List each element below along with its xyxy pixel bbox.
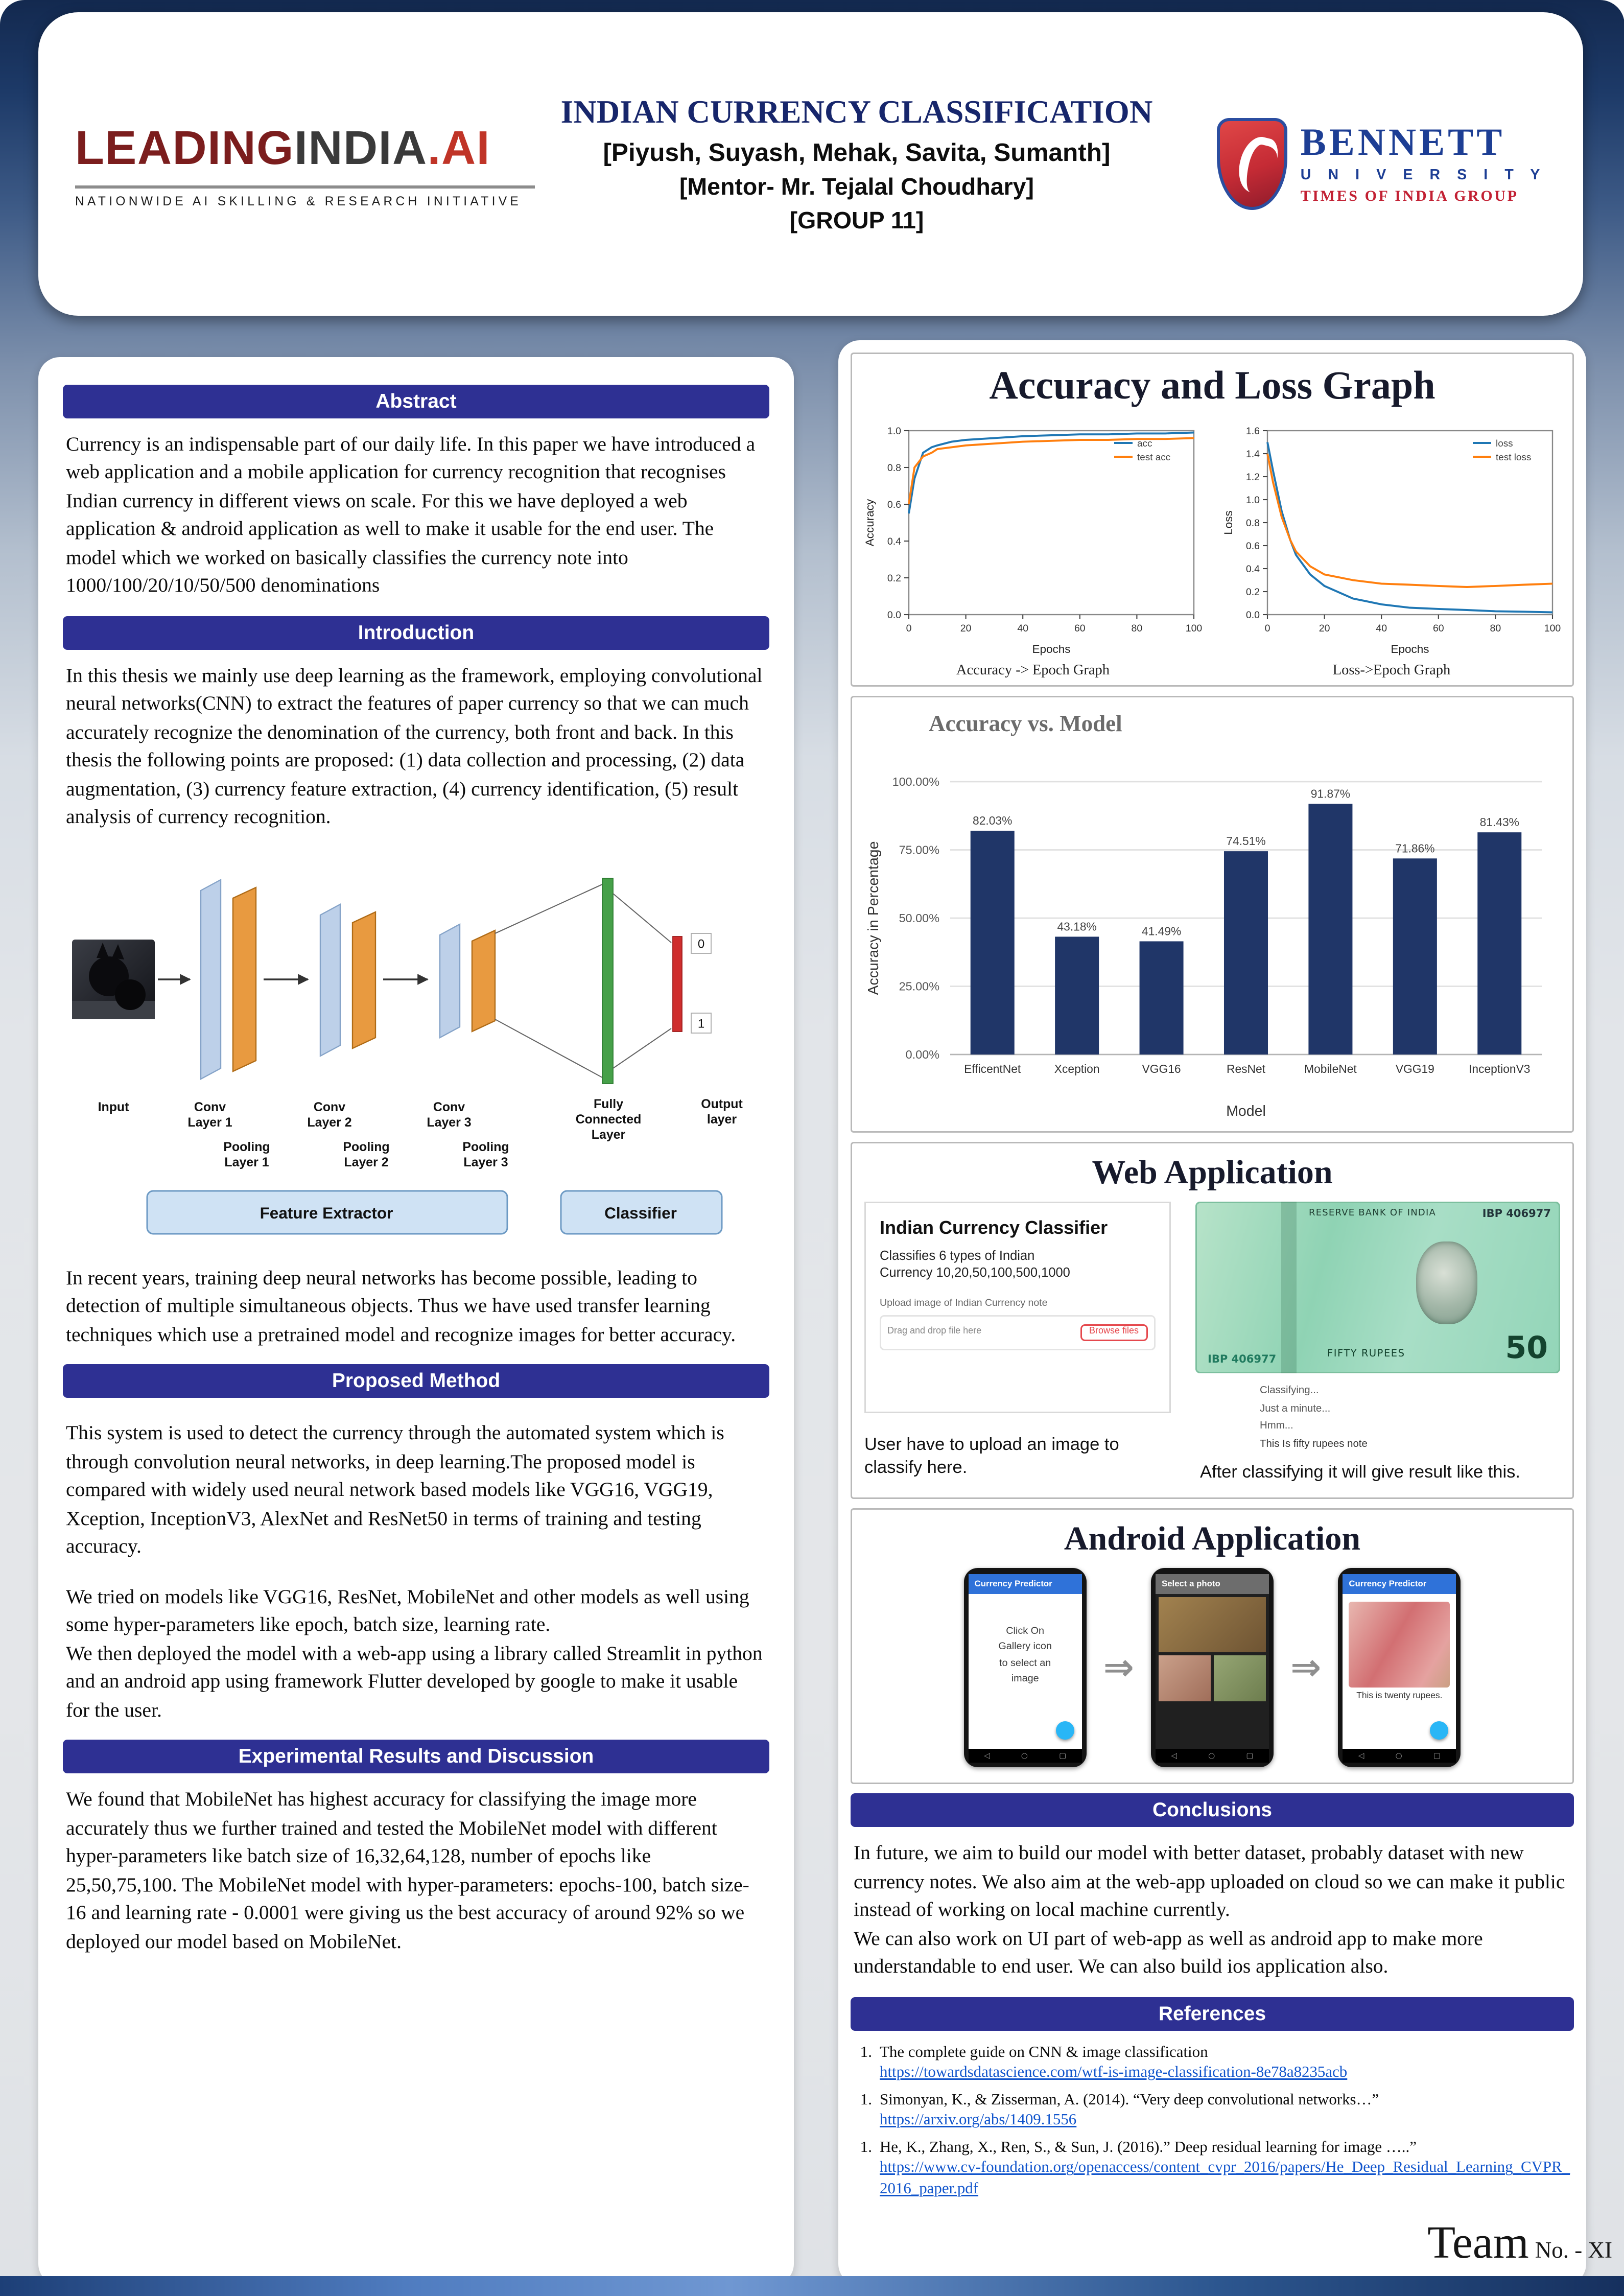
class0-label: 0 xyxy=(697,936,705,951)
svg-text:1.0: 1.0 xyxy=(1245,494,1260,506)
note-security-band xyxy=(1281,1202,1297,1373)
team-roman-number: No. - XI xyxy=(1535,2239,1612,2264)
fc-label-l2: Connected xyxy=(575,1112,642,1127)
class1-label: 1 xyxy=(697,1016,705,1030)
svg-text:0.8: 0.8 xyxy=(1245,517,1260,529)
svg-text:1.2: 1.2 xyxy=(1245,471,1260,483)
app-bar: Currency Predictor xyxy=(969,1574,1082,1594)
svg-text:0.6: 0.6 xyxy=(1245,540,1260,552)
reference-body xyxy=(880,2138,1571,2200)
proposed-para3: We then deployed the model with a web-app using a library called Streamlit in python and an android app using framework Flutter developed by google to make it usable for the user. xyxy=(66,1641,763,1721)
left-column xyxy=(38,357,794,2285)
step-arrow-icon: ⇒ xyxy=(1103,1646,1134,1690)
input-label: Input xyxy=(98,1099,129,1114)
reference-link[interactable]: https://www.cv-foundation.org/openaccess/content_cvpr_2016/papers/He_Deep_Residual_Learning_CVPR_2016_paper.pdf xyxy=(880,2160,1570,2198)
note-denomination-words: FIFTY RUPEES xyxy=(1327,1347,1405,1360)
mentor-line: [Mentor- Mr. Tejalal Choudhary] xyxy=(679,174,1034,200)
pooling-layer2-shape xyxy=(352,911,375,1048)
svg-text:100.00%: 100.00% xyxy=(892,775,939,788)
svg-text:100: 100 xyxy=(1185,623,1203,634)
svg-text:0.4: 0.4 xyxy=(1245,563,1260,575)
logo-leading-text: LEADING xyxy=(75,120,294,174)
reference-item xyxy=(854,2090,1571,2131)
introduction-body: In this thesis we mainly use deep learning as the framework, employing convolutional neural networks(CNN) to extract the features of paper currency so that we can much accurately recognize the denomination of the currency, both front and back. In this thesis the following points are proposed: (1) data collection and processing, (2) data augmentation, (3) currency feature extraction, (4) currency identification, (5) result analysis of currency recognition. xyxy=(66,663,763,828)
selected-currency-image xyxy=(1349,1602,1450,1688)
svg-text:80: 80 xyxy=(1131,623,1143,634)
output-label-l2: layer xyxy=(707,1112,737,1127)
proposed-para1: This system is used to detect the currency through the automated system which is through convolution neural networks, in deep learning.The proposed model is compared with widely used neural network based models like VGG16, VGG19, Xception, InceptionV3, AlexNet and ResNet50 in terms of training and testing accuracy. xyxy=(66,1421,724,1558)
svg-text:60: 60 xyxy=(1432,623,1444,634)
svg-text:Epochs: Epochs xyxy=(1032,643,1071,655)
phone1-screen xyxy=(969,1594,1082,1749)
gandhi-portrait xyxy=(1416,1241,1477,1324)
result-line: Hmm... xyxy=(1260,1421,1293,1432)
loss-epoch-chart xyxy=(1218,415,1565,661)
phones-row xyxy=(858,1568,1566,1776)
svg-text:81.43%: 81.43% xyxy=(1479,815,1519,829)
svg-text:0.0: 0.0 xyxy=(1245,609,1260,621)
prediction-result-text: This is twenty rupees. xyxy=(1356,1692,1443,1702)
svg-text:71.86%: 71.86% xyxy=(1395,841,1435,855)
svg-text:Model: Model xyxy=(1226,1103,1266,1119)
pooling-layer1-shape xyxy=(233,887,256,1071)
feature-extractor-label: Feature Extractor xyxy=(260,1203,393,1222)
reference-text: The complete guide on CNN & image classification xyxy=(880,2044,1208,2061)
conv3-label-l2: Layer 3 xyxy=(427,1115,472,1130)
hint-line: to select an xyxy=(999,1657,1051,1669)
reference-link[interactable]: https://arxiv.org/abs/1409.1556 xyxy=(880,2112,1077,2129)
svg-text:74.51%: 74.51% xyxy=(1226,834,1266,848)
header xyxy=(38,12,1583,316)
conv2-label-l1: Conv xyxy=(313,1099,346,1114)
accuracy-epoch-chart xyxy=(860,415,1206,661)
cat-body2 xyxy=(115,979,146,1010)
gallery-photo xyxy=(1214,1655,1266,1701)
bennett-logo xyxy=(1179,118,1546,210)
svg-text:43.18%: 43.18% xyxy=(1057,920,1097,933)
svg-text:EfficentNet: EfficentNet xyxy=(964,1062,1021,1075)
conv-layer1-shape xyxy=(201,879,221,1079)
references-list xyxy=(854,2043,1571,2200)
svg-text:InceptionV3: InceptionV3 xyxy=(1469,1062,1531,1075)
pooling-layer3-shape xyxy=(472,930,495,1031)
svg-text:0.6: 0.6 xyxy=(887,499,901,510)
recents-icon: ▢ xyxy=(1246,1751,1254,1761)
svg-text:0: 0 xyxy=(906,623,912,634)
browse-files-button: Browse files xyxy=(1080,1324,1148,1341)
svg-text:MobileNet: MobileNet xyxy=(1304,1062,1357,1075)
logo-india-text: INDIA xyxy=(294,120,428,174)
svg-text:test loss: test loss xyxy=(1496,452,1532,463)
svg-text:Accuracy in Percentage: Accuracy in Percentage xyxy=(865,841,882,995)
gallery-photo xyxy=(1159,1597,1266,1652)
result-line-final: This Is fifty rupees note xyxy=(1260,1438,1368,1449)
web-application-panel xyxy=(851,1142,1574,1499)
svg-text:Loss: Loss xyxy=(1222,510,1235,535)
svg-text:ResNet: ResNet xyxy=(1226,1062,1266,1075)
bennett-shield-icon xyxy=(1216,118,1287,210)
android-application-panel xyxy=(851,1508,1574,1784)
web-application-title: Web Application xyxy=(1092,1153,1333,1191)
svg-text:Accuracy: Accuracy xyxy=(863,499,876,547)
output-label-l1: Output xyxy=(701,1096,743,1111)
web-screenshot xyxy=(864,1202,1171,1413)
upload-dropzone xyxy=(880,1315,1156,1350)
svg-text:75.00%: 75.00% xyxy=(899,843,939,857)
team-number xyxy=(1427,2218,1612,2270)
svg-text:0.8: 0.8 xyxy=(887,462,901,474)
reference-number: 1. xyxy=(860,2092,872,2109)
reference-item xyxy=(854,2043,1571,2084)
hint-line: Click On xyxy=(1006,1626,1045,1637)
accuracy-loss-title: Accuracy and Loss Graph xyxy=(989,363,1435,408)
android-nav-bar xyxy=(1156,1749,1269,1763)
web-caption-left: User have to upload an image to classify here. xyxy=(864,1436,1119,1478)
svg-text:Xception: Xception xyxy=(1054,1062,1100,1075)
classifier-label: Classifier xyxy=(604,1203,677,1222)
svg-text:100: 100 xyxy=(1544,623,1561,634)
web-classifier-subtitle: Classifies 6 types of Indian Currency 10,20,50,100,500,1000 xyxy=(880,1248,1070,1281)
conclusions-para2: We can also work on UI part of web-app as well as android app to make more understandable to end user. We can also build ios application also. xyxy=(854,1926,1483,1978)
reference-number: 1. xyxy=(860,2044,872,2061)
hint-line: image xyxy=(1011,1673,1039,1684)
note-serial-bottom: IBP 406977 xyxy=(1208,1353,1277,1366)
svg-text:1.4: 1.4 xyxy=(1245,448,1260,460)
bennett-name: BENNETT xyxy=(1300,123,1505,164)
cnn-architecture-diagram xyxy=(63,847,769,1258)
svg-text:91.87%: 91.87% xyxy=(1310,787,1351,801)
conclusions-heading: Conclusions xyxy=(851,1793,1574,1827)
reference-link[interactable]: https://towardsdatascience.com/wtf-is-image-classification-8e78a8235acb xyxy=(880,2065,1348,2082)
accuracy-loss-panel xyxy=(851,353,1574,687)
phone1-hint-text xyxy=(969,1625,1082,1688)
fc-label-l1: Fully xyxy=(593,1096,624,1111)
gallery-bar: Select a photo xyxy=(1156,1574,1269,1594)
reference-body xyxy=(880,2090,1571,2131)
bennett-tagline: TIMES OF INDIA GROUP xyxy=(1300,189,1519,205)
model-accuracy-bar-chart xyxy=(858,742,1563,1125)
svg-text:80: 80 xyxy=(1490,623,1501,634)
result-line: Classifying... xyxy=(1260,1386,1319,1396)
android-application-title: Android Application xyxy=(1064,1519,1361,1558)
group-line: [GROUP 11] xyxy=(789,207,924,234)
reference-text: He, K., Zhang, X., Ren, S., & Sun, J. (2016).” Deep residual learning for image …..” xyxy=(880,2139,1417,2157)
pool2-label-l1: Pooling xyxy=(343,1139,390,1154)
bar-chart-title: Accuracy vs. Model xyxy=(929,713,1122,737)
web-application-content xyxy=(858,1202,1566,1491)
conv2-label-l2: Layer 2 xyxy=(307,1115,352,1130)
cnn-diagram-svg xyxy=(63,847,769,1258)
fc-label-l3: Layer xyxy=(591,1127,626,1142)
loss-chart-caption: Loss->Epoch Graph xyxy=(1332,664,1451,679)
pool1-label-l2: Layer 1 xyxy=(224,1155,269,1169)
gallery-fab-button xyxy=(1430,1721,1448,1740)
web-result-col xyxy=(1195,1202,1560,1485)
header-titles xyxy=(535,93,1179,236)
note-serial-top: IBP 406977 xyxy=(1482,1208,1551,1220)
conv-layer3-shape xyxy=(440,924,460,1037)
android-nav-bar xyxy=(969,1749,1082,1763)
svg-text:40: 40 xyxy=(1376,623,1387,634)
svg-text:VGG19: VGG19 xyxy=(1395,1062,1434,1075)
conv-layer2-shape xyxy=(320,904,340,1056)
references-heading: References xyxy=(851,1997,1574,2030)
svg-text:acc: acc xyxy=(1137,438,1152,449)
fully-connected-layer-shape xyxy=(602,878,613,1083)
line-charts-row xyxy=(858,415,1566,679)
team-label: Team xyxy=(1427,2218,1529,2268)
svg-text:loss: loss xyxy=(1496,438,1513,449)
phone3-screen xyxy=(1343,1594,1456,1749)
home-icon: ○ xyxy=(1208,1751,1215,1761)
proposed-para2: We tried on models like VGG16, ResNet, MobileNet and other models as well using some hyper-parameters like epoch, batch size, learning rate. xyxy=(66,1584,749,1636)
svg-text:40: 40 xyxy=(1017,623,1029,634)
phone-screenshot-1 xyxy=(964,1568,1087,1767)
currency-note-image xyxy=(1195,1202,1560,1373)
android-nav-bar xyxy=(1343,1749,1456,1763)
back-icon: ◁ xyxy=(1358,1751,1364,1761)
gallery-fab-button xyxy=(1056,1721,1074,1740)
conv3-label-l1: Conv xyxy=(433,1099,465,1114)
results-heading: Experimental Results and Discussion xyxy=(63,1740,769,1773)
bennett-university-label: U N I V E R S I T Y xyxy=(1300,167,1546,184)
logo-ai-text: .AI xyxy=(427,120,491,174)
home-icon: ○ xyxy=(1395,1751,1402,1761)
svg-text:20: 20 xyxy=(1319,623,1330,634)
pool1-label-l1: Pooling xyxy=(223,1139,270,1154)
svg-text:1.0: 1.0 xyxy=(887,425,901,437)
pool3-label-l2: Layer 3 xyxy=(463,1155,508,1169)
phone2-gallery xyxy=(1156,1594,1269,1749)
bennett-text xyxy=(1301,123,1546,205)
reference-text: Simonyan, K., & Zisserman, A. (2014). “Very deep convolutional networks…” xyxy=(880,2092,1379,2109)
transfer-learning-note: In recent years, training deep neural networks has become possible, leading to detection of multiple simultaneous objects. Thus we have used transfer learning techniques which use a pretrained model and recognize images for better accuracy. xyxy=(66,1266,736,1346)
hint-line: Gallery icon xyxy=(998,1642,1052,1653)
upload-label: Upload image of Indian Currency note xyxy=(880,1298,1048,1309)
svg-text:VGG16: VGG16 xyxy=(1142,1062,1181,1075)
web-classifier-title: Indian Currency Classifier xyxy=(880,1217,1108,1238)
svg-text:20: 20 xyxy=(960,623,972,634)
svg-text:0.2: 0.2 xyxy=(887,572,901,584)
svg-text:41.49%: 41.49% xyxy=(1141,924,1182,938)
bottom-blue-strip xyxy=(0,2276,1624,2296)
svg-text:25.00%: 25.00% xyxy=(899,979,939,993)
web-screenshot-col xyxy=(864,1202,1177,1485)
svg-text:82.03%: 82.03% xyxy=(973,813,1013,827)
leadingindia-logo xyxy=(75,121,535,208)
reference-number: 1. xyxy=(860,2139,872,2157)
gallery-photo xyxy=(1159,1655,1211,1701)
back-icon: ◁ xyxy=(1171,1751,1178,1761)
authors-line: [Piyush, Suyash, Mehak, Savita, Sumanth] xyxy=(603,138,1111,167)
conv1-label-l2: Layer 1 xyxy=(187,1115,232,1130)
svg-text:test acc: test acc xyxy=(1137,452,1171,463)
proposed-method-heading: Proposed Method xyxy=(63,1365,769,1398)
loss-chart-col xyxy=(1218,415,1565,679)
model-accuracy-panel xyxy=(851,696,1574,1133)
results-body: We found that MobileNet has highest accuracy for classifying the image more accurately thus we further trained and tested the MobileNet model with different hyper-parameters like batch size of 16,32,64,128, number of epochs like 25,50,75,100. The MobileNet model with hyper-parameters: epochs-100, batch size- 16 and learning rate - 0.0001 were giving us the best accuracy of around 92% so we deployed our model based on MobileNet. xyxy=(66,1787,749,1952)
right-column xyxy=(838,340,1586,2285)
accuracy-chart-col xyxy=(860,415,1206,679)
svg-text:0.4: 0.4 xyxy=(887,535,901,547)
recents-icon: ▢ xyxy=(1433,1751,1441,1761)
output-layer-shape xyxy=(673,936,682,1031)
reference-body xyxy=(880,2043,1571,2084)
step-arrow-icon: ⇒ xyxy=(1290,1646,1322,1690)
svg-text:50.00%: 50.00% xyxy=(899,911,939,925)
recents-icon: ▢ xyxy=(1058,1751,1067,1761)
note-bank-text: RESERVE BANK OF INDIA xyxy=(1309,1208,1436,1219)
note-denomination: 50 xyxy=(1505,1329,1548,1366)
svg-text:1.6: 1.6 xyxy=(1245,425,1260,437)
abstract-body: Currency is an indispensable part of our daily life. In this paper we have introduced a web application and a mobile application for currency recognition that recognises Indian currency in different views on scale. For this we have deployed a web application & android application as well to make it usable for the end user. The model which we worked on basically classifies the currency note into 1000/100/20/10/50/500 denominations xyxy=(66,432,756,597)
reference-item xyxy=(854,2138,1571,2200)
svg-text:0.0: 0.0 xyxy=(887,609,901,621)
svg-text:Epochs: Epochs xyxy=(1391,643,1429,655)
app-bar: Currency Predictor xyxy=(1343,1574,1456,1594)
classification-result-lines xyxy=(1260,1383,1368,1454)
pool2-label-l2: Layer 2 xyxy=(344,1155,389,1169)
svg-text:0.2: 0.2 xyxy=(1245,586,1260,598)
accuracy-chart-caption: Accuracy -> Epoch Graph xyxy=(956,664,1110,679)
svg-text:0: 0 xyxy=(1264,623,1270,634)
phone-screenshot-2 xyxy=(1151,1568,1274,1767)
leadingindia-logo-text xyxy=(75,121,535,176)
drop-hint: Drag and drop file here xyxy=(887,1328,982,1338)
conv1-label-l1: Conv xyxy=(194,1099,226,1114)
logo-tagline: NATIONWIDE AI SKILLING & RESEARCH INITIATIVE xyxy=(75,185,535,208)
result-line: Just a minute... xyxy=(1260,1403,1331,1414)
pool3-label-l1: Pooling xyxy=(462,1139,509,1154)
web-caption-right: After classifying it will give result like this. xyxy=(1200,1464,1520,1483)
svg-text:60: 60 xyxy=(1074,623,1086,634)
conclusions-para1: In future, we aim to build our model with better dataset, probably dataset with new currency notes. We also aim at the web-app uploaded on cloud so we can make it public instead of working on local machine currently. xyxy=(854,1841,1565,1921)
back-icon: ◁ xyxy=(984,1751,990,1761)
introduction-heading: Introduction xyxy=(63,616,769,650)
phone-screenshot-3 xyxy=(1338,1568,1461,1767)
home-icon: ○ xyxy=(1021,1751,1028,1761)
svg-text:0.00%: 0.00% xyxy=(905,1047,939,1061)
poster-title: INDIAN CURRENCY CLASSIFICATION xyxy=(560,92,1153,130)
abstract-heading: Abstract xyxy=(63,385,769,418)
